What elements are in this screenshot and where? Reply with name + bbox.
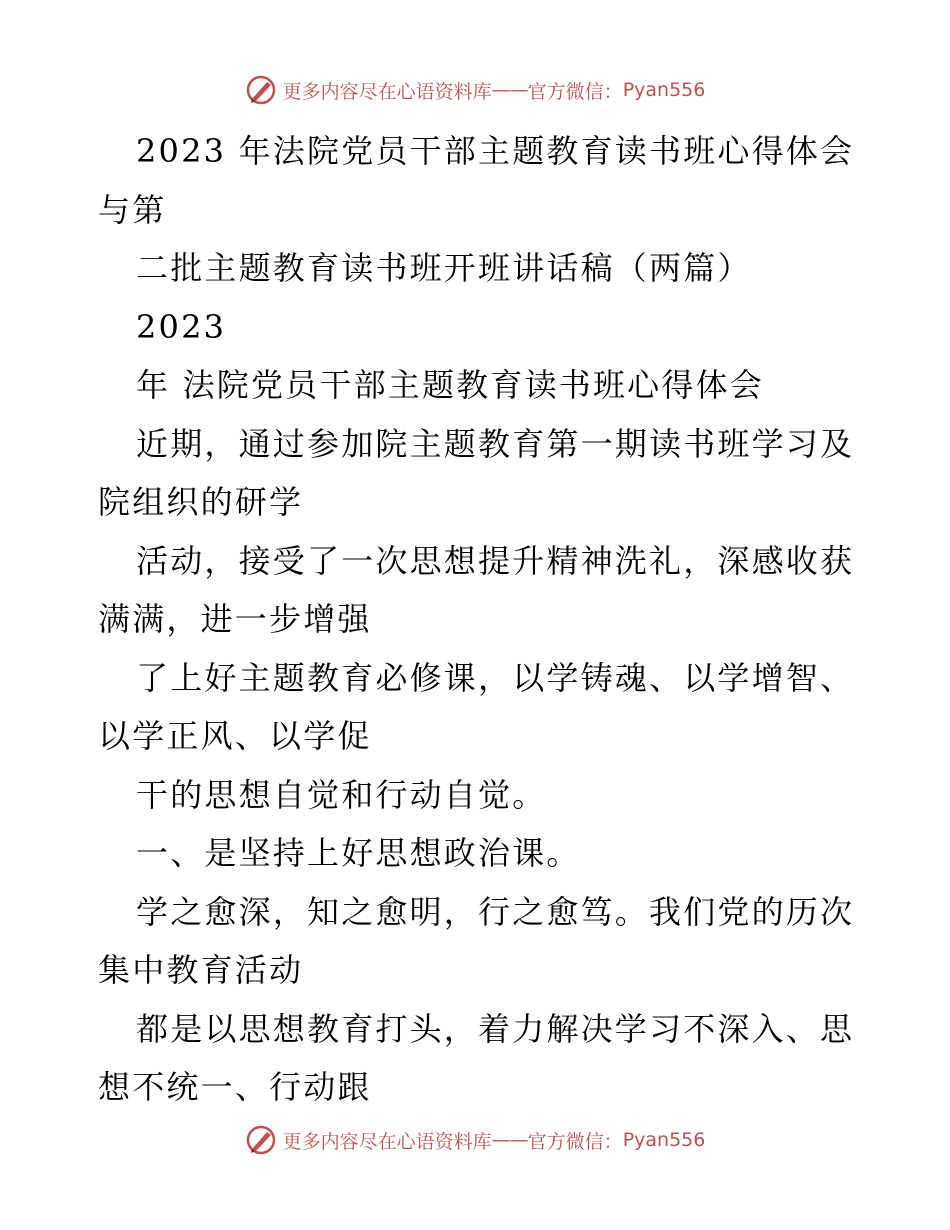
text-line: 与第 bbox=[98, 190, 167, 229]
text-line: 干的思想自觉和行动自觉。 bbox=[136, 775, 547, 814]
text-line: 近期，通过参加院主题教育第一期读书班学习及 bbox=[136, 424, 855, 463]
text-line: 2023 年法院党员干部主题教育读书班心得体会 bbox=[136, 132, 855, 170]
text-line: 满满，进一步增强 bbox=[98, 600, 372, 638]
pen-logo-icon bbox=[245, 74, 277, 106]
text-line: 院组织的研学 bbox=[98, 483, 304, 521]
watermark-separator: —— bbox=[491, 79, 528, 101]
document-body bbox=[98, 122, 858, 1117]
text-line: 了上好主题教育必修课，以学铸魂、以学增智、 bbox=[136, 658, 855, 697]
header-watermark bbox=[0, 70, 950, 110]
pen-logo-icon bbox=[245, 1124, 277, 1156]
watermark-text: 更多内容尽在心语资料库 bbox=[282, 80, 492, 103]
text-line: 活动，接受了一次思想提升精神洗礼，深感收获 bbox=[136, 541, 855, 580]
watermark-official-label: 官方微信： bbox=[527, 80, 623, 103]
text-line: 一、是坚持上好思想政治课。 bbox=[136, 834, 581, 872]
watermark-text: 更多内容尽在心语资料库 bbox=[282, 1130, 492, 1153]
text-line: 以学正风、以学促 bbox=[98, 717, 372, 755]
watermark-account: Pyan556 bbox=[622, 79, 706, 101]
watermark-account: Pyan556 bbox=[622, 1129, 706, 1151]
text-line: 想不统一、行动跟 bbox=[98, 1068, 372, 1106]
text-line: 二批主题教育读书班开班讲话稿（两篇） bbox=[136, 249, 752, 287]
text-line: 学之愈深，知之愈明，行之愈笃。我们党的历次 bbox=[136, 892, 855, 931]
watermark-separator: —— bbox=[491, 1129, 528, 1151]
watermark-official-label: 官方微信： bbox=[527, 1130, 623, 1153]
footer-watermark bbox=[0, 1120, 950, 1160]
text-line: 都是以思想教育打头，着力解决学习不深入、思 bbox=[136, 1009, 855, 1048]
text-line: 2023 bbox=[136, 307, 227, 346]
text-line: 集中教育活动 bbox=[98, 951, 304, 989]
text-line: 年 法院党员干部主题教育读书班心得体会 bbox=[136, 366, 764, 404]
